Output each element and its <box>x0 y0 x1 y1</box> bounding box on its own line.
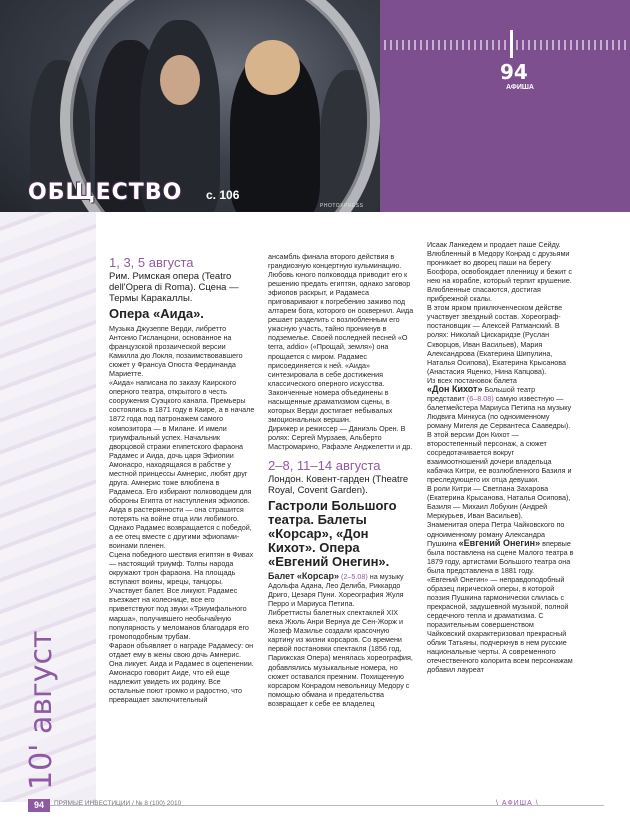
section-title: ОБЩЕСТВО <box>28 180 183 205</box>
paragraph-text: на музыку Адольфа Адана, Лео Делиба, Риккардо Дриго, Цезаря Пуни. Хореография Жуля Перро и Мариуса Петипа. <box>268 572 404 609</box>
vertical-date: 10' август <box>24 630 59 790</box>
quixote-dates: (6–8.08) <box>466 393 494 403</box>
paragraph-text: Большой театр представит <box>427 384 536 403</box>
footer-page-number: 94 <box>28 799 50 812</box>
paragraph: Исаак Ланкедем и продает паше Сейду. Влюбленный в Медору Конрад с друзьями проникает во дворец паши на берегу Босфора, освобождает пленницу и бежит с нею на корабле, который терпит крушение. Влюбленные спасаются, достигая прибрежной скалы. <box>427 240 573 304</box>
paragraph: В этом ярком приключенческом действе участвует звездный состав. Хореограф-постановщик — Алексей Ратманский. В ролях: Николай Цискаридзе (Руслан Скворцов, Иван Васильев), Мария Александрова (Екатерина Шипулина, Наталья Осипова), Екатерина Крысанова (Анастасия Яценко, Нина Капцова). <box>427 303 567 376</box>
event-venue: Рим. Римская опера (Teatro dell'Opera di Roma). Сцена — Термы Каракаллы. <box>109 271 239 304</box>
page-tick-mark <box>510 30 513 58</box>
paragraph: Из всех постановок балета <box>427 375 517 385</box>
page-number: 94 <box>500 60 528 84</box>
footer-publication: ПРЯМЫЕ ИНВЕСТИЦИИ / № 8 (100) 2010 <box>54 800 182 807</box>
paragraph <box>427 520 574 574</box>
article-column-1 <box>109 248 256 704</box>
footer-section: \ АФИША \ <box>496 800 539 807</box>
header-band <box>0 0 630 212</box>
paragraph-text: впервые была поставлена на сцене Малого театра в 1879 году, артистами Большого театра она была представлена в 1881 году. <box>427 538 574 575</box>
onegin-label: «Евгений Онегин» <box>458 537 541 548</box>
event-date: 1, 3, 5 августа <box>109 255 194 270</box>
section-page-ref: с. 106 <box>206 188 240 202</box>
event-headline: Опера «Аида». <box>109 306 204 321</box>
paragraph <box>268 572 415 608</box>
article-column-2 <box>268 252 415 708</box>
photo-credit: PHOTOXPRESS <box>320 203 364 209</box>
event-date: 2–8, 11–14 августа <box>268 458 381 474</box>
paragraph: Музыка Джузеппе Верди, либретто Антонио Гисланцони, основанное на французской прозаической версии Камилла дю Локля, позаимствовавшего сюжет у Франсуа Огюста Фердинанда Мариетте. <box>109 324 243 379</box>
paragraph: Сцена победного шествия египтян в Фивах — настоящий триумф. Толпы народа окружают трон фараона. На площадь вступают воины, жрецы, танцоры. Участвует балет. Все ликуют. Радамес въезжает на колеснице, все его приветствуют под звуки «Триумфального марша», получившего необычайную популярность у меломанов благодаря его громоподобным трубам. <box>109 550 254 641</box>
paragraph: В роли Китри — Светлана Захарова (Екатерина Крысанова, Наталья Осипова), Базиля — Михаил Лобухин (Андрей Меркурьев, Иван Васильев). <box>427 484 571 521</box>
event-venue: Лондон. Ковент-гарден (Theatre Royal, Covent Garden). <box>268 474 409 497</box>
paragraph: «Аида» написана по заказу Каирского оперного театра, открытого в честь сооружения Суэцкого канала. Премьеры состоялись в 1871 году в Каире, а в начале 1872 года под патронажем самого композитора — в Милане. И имели триумфальный успех. Начальник дворцовой стражи египетского фараона Радамес и Аида, дочь царя Эфиопии Амонасро, находящаяся в рабстве у местной принцессы Амнерис, любят друг друга. Амнерис тоже влюблена в Радамеса. Его избирают полководцем для обороны Египта от наступления эфиопов. Аида в растерянности — она страшится потерять на войне отца или любимого. Однако Радамес возвращается с победой, а ее отец вместе с другими эфиопами-воинами пленен. <box>109 378 255 551</box>
paragraph: «Евгений Онегин» — неправдоподобный образец лирической оперы, в которой поэзия Пушкина гармонически слилась с прекрасной, задушевной музыкой, полной сердечного тепла и драматизма. С поразительным совершенством Чайковский охарактеризовал прекрасный облик Татьяны, подчеркнув в нем русские национальные черты. А современного отечественного колорита всем персонажам добавил лауреат <box>427 574 573 675</box>
paragraph: Либреттисты балетных спектаклей XIX века Жюль Анри Вернуа де Сен-Жорж и Жозеф Мазилье создали красочную картину из жизни корсаров. Со времени первой постановки спектакля (1856 год, Парижская Опера) менялась хореография, добавлялись музыкальные номера, но сюжет оставался прежним. Похищенную корсаром Конрадом невольницу Медору с помощью обмана и предательства возвращает к себе ее владелец <box>268 608 413 708</box>
paragraph: ансамбль финала второго действия в грандиозную концертную кульминацию. Любовь юного полководца приводит его к решению предать египтян, однако заговор эфиопов раскрыт, и Радамеса приговаривают к погребению заживо под алтарем бога, которого он осквернил. Аида решает разделить с возлюбленным его ужасную участь, тайно проникнув в подземелье. Своей последней песней «О terra, addio» («Прощай, земля») она прощается с миром. Радамес присоединяется к ней. «Аида» синтезировала в себе достижения классического оперного искусства. Законченные номера объединены в насыщенные драматизмом сцены, в которых Верди достигает небывалых эмоциональных вершин. <box>268 252 414 424</box>
quixote-label: «Дон Кихот» <box>427 383 483 394</box>
article-column-3 <box>427 240 574 674</box>
page-section-label: АФИША <box>506 84 534 91</box>
paragraph: Фараон объявляет о награде Радамесу: он отдает ему в жены свою дочь Амнерис. Она ликует. Аида и Радамес в оцепенении. Амонасро говорит Аиде, что ей еще надлежит увидеть их родину. Все остальные поют громко и радостно, что превращает заключительный <box>109 640 254 704</box>
corsair-label: Балет «Корсар» <box>268 571 339 582</box>
paragraph-text: самую известную — балетмейстера Мариуса Петипа на музыку Людвига Минкуса (по одноименному роману Мигеля де Сервантеса Сааведры). В этой версии Дон Кихот — второстепенный персонаж, а сюжет сосредотачивается вокруг взаимоотношений дочери владельца кабачка Китри, ее возлюбленного Базиля и преследующего их отца девушки. <box>427 393 572 485</box>
event-headline: Гастроли Большого театра. Балеты «Корсар», «Дон Кихот». Опера «Евгений Онегин». <box>268 498 397 570</box>
corsair-dates: (2–5.08) <box>341 572 368 582</box>
paragraph: Дирижер и режиссер — Даниэль Орен. В ролях: Сергей Мурзаев, Альберто Мастромарино, Рафаэле Анджелетти и др. <box>268 423 413 451</box>
paragraph-text: Знаменитая опера Петра Чайковского по одноименному роману Александра Пушкина <box>427 520 565 548</box>
paragraph <box>427 385 574 485</box>
